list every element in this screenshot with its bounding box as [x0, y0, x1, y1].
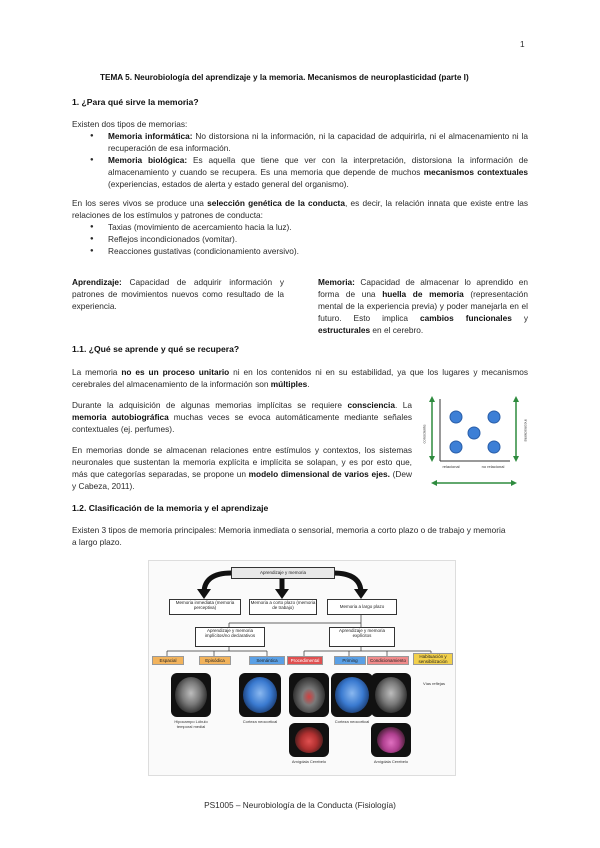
caption-neocortical-2: Corteza neocortical	[334, 719, 370, 724]
brain-scan-1	[171, 673, 211, 717]
section-heading-1-1: 1.1. ¿Qué se aprende y qué se recupera?	[72, 344, 240, 354]
brain-scan-5	[371, 673, 411, 717]
brain-scan-3	[289, 673, 329, 717]
caption-hipocampo: Hipocampo Lóbulo temporal medial	[174, 719, 208, 729]
axis-label-relacional: relacional	[442, 464, 460, 469]
list-item: ● Reflejos incondicionados (vomitar).	[108, 233, 528, 245]
section-heading-1: 1. ¿Para qué sirve la memoria?	[72, 97, 199, 107]
fig-cat-habituacion: Habituación y sensibilización	[413, 653, 453, 665]
list-item: ● Reacciones gustativas (condicionamiento aversivo).	[108, 245, 528, 257]
page-title: TEMA 5. Neurobiología del aprendizaje y la memoria. Mecanismos de neuroplasticidad (parte I)	[100, 73, 469, 82]
fig-top-box: Aprendizaje y memoria	[231, 567, 335, 579]
memoria-definition: Memoria: Capacidad de almacenar lo aprendido en forma de una huella de memoria (representación mental de la experiencia previa) y poder manejarla en el futuro. Esto implica cambios funcionales y estructurales en el cerebro.	[318, 277, 528, 335]
brain-scan-4	[331, 673, 373, 717]
paragraph: Durante la adquisición de algunas memorias implícitas se requiere consciencia. La memoria autobiográfica muchas veces se evoca automáticamente mediante señales contextuales (ej. perfumes).	[72, 400, 412, 434]
paragraph: En memorias donde se almacenan relaciones entre estímulos y contextos, los sistemas neuronales que sustentan la memoria explícita e implícita se solapan, y es por esto que, más que categorías separadas, se propone un modelo dimensional de varios ejes. (Dew y Cabeza, 2011).	[72, 445, 412, 491]
axis-label-no-relacional: no relacional	[481, 464, 505, 469]
fig-cat-procedimental: Procedimental	[287, 656, 323, 665]
dimensional-model-svg	[420, 395, 528, 487]
brain-scan-7	[371, 723, 411, 757]
fig-box-inmediata: Memoria inmediata (memoria perceptiva)	[169, 599, 241, 615]
fig-cat-episodica: Episódica	[199, 656, 231, 665]
aprendizaje-definition: Aprendizaje: Capacidad de adquirir información y patrones de movimientos nuevos como resultado de la experiencia.	[72, 277, 284, 311]
list-item: ● Memoria biológica: Es aquella que tiene que ver con la interpretación, distorsiona la información de almacenamiento y cuando se recupera. Es una memoria que depende de muchos mecanismos contextuales (experiencias, estados de alerta y estado general del organismo).	[108, 154, 528, 190]
caption-vias-reflejas: Vías reflejas	[422, 681, 445, 686]
list-item: ● Memoria informática: No distorsiona ni la información, ni la capacidad de adquirirla, ni el almacenamiento ni la recuperación de esa información.	[108, 130, 528, 154]
paragraph: Existen 3 tipos de memoria principales: Memoria inmediata o sensorial, memoria a corto plazo o de trabajo y memoria a largo plazo.	[72, 525, 506, 547]
dimensional-model-figure	[420, 395, 528, 487]
behavior-list	[108, 221, 528, 257]
fig-box-explicitos: Aprendizaje y memoria explícitos	[329, 627, 395, 647]
list-item: ● Taxias (movimiento de acercamiento hacia la luz).	[108, 221, 528, 233]
caption-amigdala-2: Amígdala Cerebelo	[373, 759, 409, 764]
memory-classification-figure	[148, 560, 456, 776]
brain-scan-6	[289, 723, 329, 757]
fig-cat-priming: Priming	[334, 656, 366, 665]
caption-amigdala-1: Amígdala Cerebelo	[291, 759, 327, 764]
fig-cat-espacial: Espacial	[152, 656, 184, 665]
fig-box-implicitos: Aprendizaje y memoria implícitos/no declarativos	[195, 627, 265, 647]
page-number: 1	[520, 39, 525, 49]
fig-box-corto-plazo: Memoria a corto plazo (memoria de trabajo)	[249, 599, 317, 615]
memory-types-list	[108, 130, 528, 190]
fig-box-largo-plazo: Memoria a largo plazo	[327, 599, 397, 615]
fig-cat-semantica: Semántica	[249, 656, 285, 665]
intro-text: Existen dos tipos de memorias:	[72, 119, 188, 129]
page-footer: PS1005 – Neurobiología de la Conducta (Fisiología)	[204, 800, 396, 810]
fig-cat-condicionamiento: Condicionamiento	[367, 656, 409, 665]
paragraph: En los seres vivos se produce una selección genética de la conducta, es decir, la relación innata que existe entre las relaciones de los estímulos y patrones de conducta:	[72, 198, 528, 220]
section-heading-1-2: 1.2. Clasificación de la memoria y el aprendizaje	[72, 503, 269, 513]
caption-neocortical-1: Corteza neocortical	[242, 719, 278, 724]
paragraph: La memoria no es un proceso unitario ni en los contenidos ni en su estabilidad, ya que los lugares y mecanismos cerebrales del almacenamiento de la información son múltiples.	[72, 367, 528, 389]
axis-label-right: inconsciente	[523, 419, 529, 442]
brain-scan-2	[239, 673, 281, 717]
axis-label-left: consciente	[421, 424, 427, 444]
